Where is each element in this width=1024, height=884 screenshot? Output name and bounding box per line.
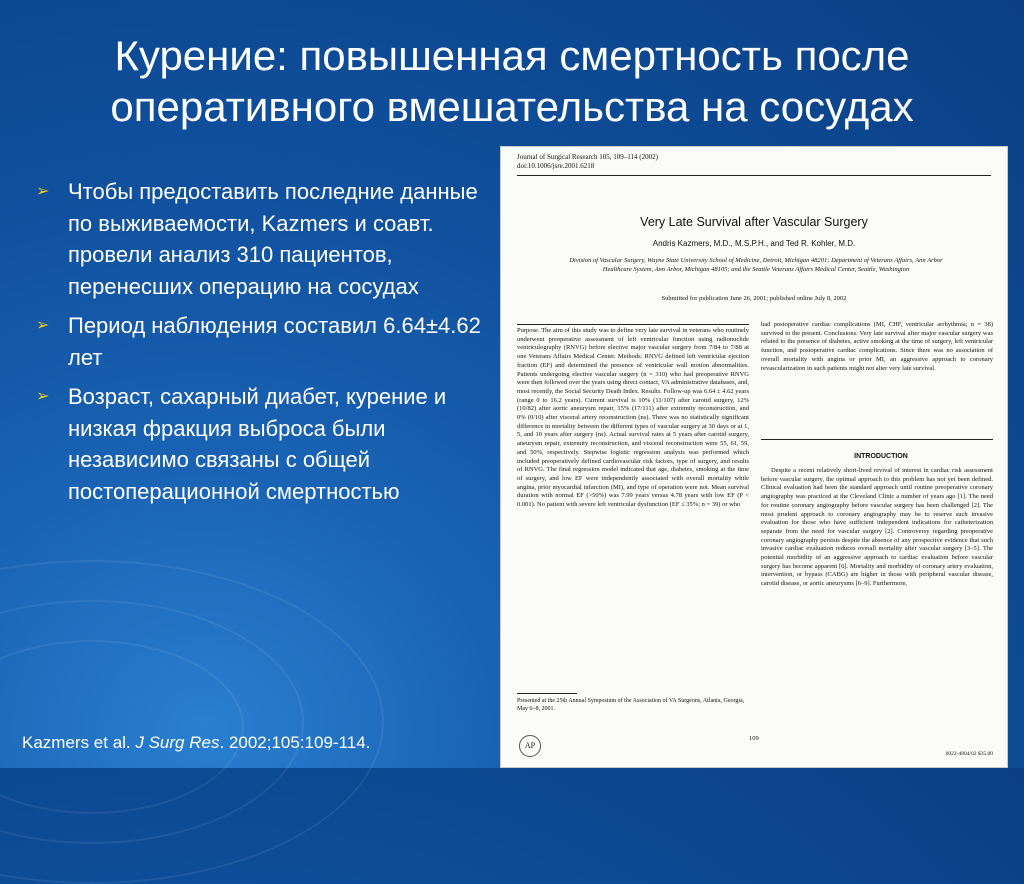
citation-authors: Kazmers et al. xyxy=(22,733,136,752)
citation-details: . 2002;105:109-114. xyxy=(219,733,371,752)
bullet-text: Возраст, сахарный диабет, курение и низкая фракция выброса были независимо связаны с общей постоперационной смертностью xyxy=(68,384,447,504)
paper-submitted: Submitted for publication June 26, 2001; published online July 8, 2002 xyxy=(661,295,847,302)
background-ripple xyxy=(0,560,384,884)
citation-journal: J Surg Res xyxy=(135,733,220,752)
journal-doi: doi:10.1006/jsre.2001.6218 xyxy=(517,162,595,170)
paper-code: 0022-4804/02 $35.00 xyxy=(945,751,993,757)
arrow-bullet-icon: ➢ xyxy=(36,183,50,200)
citation xyxy=(22,733,370,753)
abstract-continuation: had postoperative cardiac complications (MI, CHF, ventricular arrhythmia; n = 38) survived to the present. Conclusions. Very late survival after major vascular surgery was related to the presence of diabetes, active smoking at the time of surgery, left ventricular function, and postoperative cardiac complications. Since there was no association of overall mortality with angina or prior MI, an aggressive approach to coronary revascularization in such patients might not alter very late survival. xyxy=(761,321,993,372)
journal-header xyxy=(517,153,658,171)
footnote-rule xyxy=(517,693,577,694)
abstract-end-rule xyxy=(761,439,993,440)
abstract-right-column xyxy=(761,321,993,433)
introduction-column xyxy=(761,467,993,739)
arrow-bullet-icon: ➢ xyxy=(36,388,50,405)
bullet-item xyxy=(36,310,486,373)
page-number: 109 xyxy=(749,735,759,742)
bullet-text: Период наблюдения составил 6.64±4.62 лет xyxy=(68,313,481,370)
paper-title: Very Late Survival after Vascular Surgery xyxy=(640,215,868,229)
paper-first-page-image xyxy=(500,146,1008,768)
bullet-text: Чтобы предоставить последние данные по выживаемости, Kazmers и соавт. провели анализ 310 пациентов, перенесших операцию на сосудах xyxy=(68,179,478,299)
abstract-rule xyxy=(517,324,749,325)
arrow-bullet-icon: ➢ xyxy=(36,317,50,334)
introduction-text: Despite a recent relatively short-lived revival of interest in cardiac risk assessment before vascular surgery, the optimal approach to this problem has not yet been defined. Clinical evaluation had been the standard approach until routine preoperative coronary angiography was practiced at the Cleveland Clinic a number of years ago [1]. The need for routine coronary angiography before vascular surgery has been challenged [2]. The most prudent approach to coronary angiography may be to reserve such invasive evaluation for those who have sufficient independent indications for catheterization separate from the need for vascular surgery [2]. Controversy regarding preoperative coronary angiography persists despite the absence of any prospective evidence that such invasive cardiac evaluation reduces overall mortality after vascular surgery [3–5]. The potential morbidity of an aggressive approach to cardiac evaluation before vascular surgery has become apparent [6]. Mortality and morbidity of coronary artery evaluation, intervention, or bypass (CABG) are higher in those with peripheral vascular disease, carotid disease, or aortic aneurysms [6–9]. Furthermore, xyxy=(761,467,993,588)
bullet-list xyxy=(36,176,486,515)
slide-title: Курение: повышенная смертность после оперативного вмешательства на сосудах xyxy=(110,32,914,130)
paper-footnote: Presented at the 25th Annual Symposium of the Association of VA Surgeons, Atlanta, Georgia, May 6–8, 2001. xyxy=(517,698,745,712)
abstract-left-column xyxy=(517,327,749,695)
bullet-item xyxy=(36,381,486,507)
paper-affiliation: Division of Vascular Surgery, Wayne State University School of Medicine, Detroit, Michigan 48201; Department of Veterans Affairs, Ann Arbor Healthcare System, Ann Arbor, Michigan 48105; and the Seattle Veterans Affairs Medical Center, Seattle, Washington xyxy=(569,257,943,273)
introduction-heading: INTRODUCTION xyxy=(854,453,908,460)
abstract-text: Purpose. The aim of this study was to define very late survival in veterans who routinely underwent preoperative assessment of left ventricular function using radionuclide ventriculography (RNVG) before elective major vascular surgery from 7/84 to 7/88 at one Veterans Affairs Medical Center. Methods. RNVG defined left ventricular ejection fraction (EF) and determined the presence of ventricular wall motion abnormalities. Patients undergoing elective vascular surgery (n = 310) who had preoperative RNVG were then followed over the years using direct contact, VA administrative databases, and, most recently, the Social Security Death Index. Results. Follow-up was 6.64 ± 4.62 years (range 0 to 16.2 years). Current survival is 10% (11/107) after carotid surgery, 12% (10/82) after aortic aneurysm repair, 15% (17/111) after extremity reconstruction, and 0% (0/10) after visceral artery reconstruction (ns). There was no statistically significant difference in mortality between the different types of vascular surgery at 30 days or at 1, 5, and 10 years after surgery (ns). Actual survival rates at 5 years after carotid surgery, aneurysm repair, extremity reconstruction, and visceral reconstruction were 55, 61, 59, and 50%, respectively. Stepwise logistic regression analysis was performed which included preoperatively defined cardiovascular risk factors, type of surgery, and results of RNVG. The final regression model indicated that age, diabetes, smoking at the time of surgery, and low EF were independently associated with overall mortality while angina, prior myocardial infarction (MI), and type of operation were not. Mean survival duration with normal EF (>50%) was 7.99 years versus 4.78 years with low EF (P < 0.001). No patient with severe left ventricular dysfunction (EF ≤ 35%; n = 39) or who xyxy=(517,327,749,509)
journal-reference: Journal of Surgical Research 105, 109–114 (2002) xyxy=(517,153,658,161)
bullet-item xyxy=(36,176,486,302)
paper-authors: Andris Kazmers, M.D., M.S.P.H., and Ted R. Kohler, M.D. xyxy=(652,239,856,248)
publisher-logo-icon: AP xyxy=(519,735,541,757)
header-rule xyxy=(517,175,991,176)
